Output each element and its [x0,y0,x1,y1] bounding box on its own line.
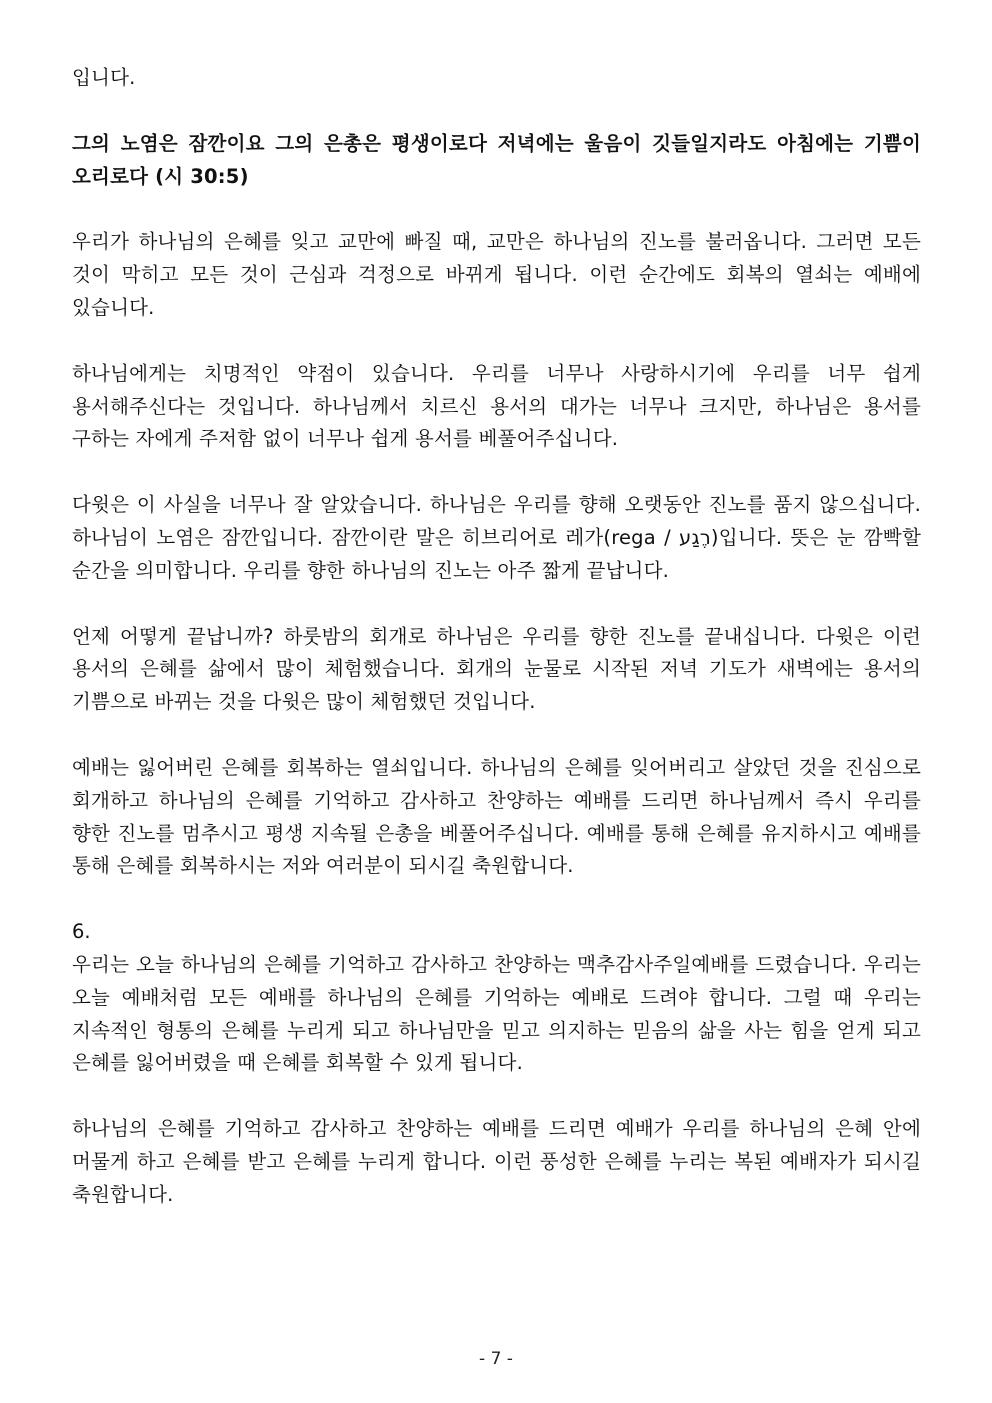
page-number: - 7 - [479,1349,513,1369]
paragraph-weakness: 하나님에게는 치명적인 약점이 있습니다. 우리를 너무나 사랑하시기에 우리를 너무 쉽게 용서해주신다는 것입니다. 하나님께서 치르신 용서의 대가는 너무나 크지만, 하나님은 용서를 구하는 자에게 주저함 없이 너무나 쉽게 용서를 베풀어주십니다. [72,361,921,451]
document-page [72,62,921,1212]
paragraph-continuation: 입니다. [72,66,136,89]
paragraph-david-knew: 다윗은 이 사실을 너무나 잘 알았습니다. 하나님은 우리를 향해 오랫동안 진노를 품지 않으십니다. 하나님이 노염은 잠깐입니다. 잠깐이란 말은 히브리어로 레가(rega / רֶגַע)입니다. 뜻은 눈 깜빡할 순간을 의미합니다. 우리를 향한 하나님의 진노는 아주 짧게 끝납니다. [72,493,921,582]
paragraph-blessing: 하나님의 은혜를 기억하고 감사하고 찬양하는 예배를 드리면 예배가 우리를 하나님의 은혜 안에 머물게 하고 은혜를 받고 은혜를 누리게 합니다. 이런 풍성한 은혜를 누리는 복된 예배자가 되시길 축원합니다. [72,1117,921,1206]
paragraph-pride: 우리가 하나님의 은혜를 잊고 교만에 빠질 때, 교만은 하나님의 진노를 불러옵니다. 그러면 모든 것이 막히고 모든 것이 근심과 걱정으로 바뀌게 됩니다. 이런 순간에도 회복의 열쇠는 예배에 있습니다. [72,230,921,319]
paragraph-worship-key: 예배는 잃어버린 은혜를 회복하는 열쇠입니다. 하나님의 은혜를 잊어버리고 살았던 것을 진심으로 회개하고 하나님의 은혜를 기억하고 감사하고 찬양하는 예배를 드리면 하나님께서 즉시 우리를 향한 진노를 멈추시고 평생 지속될 은총을 베풀어주십니다. 예배를 통해 은혜를 유지하시고 예배를 통해 은혜를 회복하시는 저와 여러분이 되시길 축원합니다. [72,755,921,878]
paragraph-thanksgiving: 우리는 오늘 하나님의 은혜를 기억하고 감사하고 찬양하는 맥추감사주일예배를 드렸습니다. 우리는 오늘 예배처럼 모든 예배를 하나님의 은혜를 기억하는 예배로 드려야 합니다. 그럴 때 우리는 지속적인 형통의 은혜를 누리게 되고 하나님만을 믿고 의지하는 믿음의 삶을 사는 힘을 얻게 되고 은혜를 잃어버렸을 때 은혜를 회복할 수 있게 됩니다. [72,952,921,1075]
section-number: 6. [72,920,91,944]
scripture-verse: 그의 노염은 잠깐이요 그의 은총은 평생이로다 저녁에는 울음이 깃들일지라도 아침에는 기쁨이 오리로다 (시 30:5) [72,131,921,188]
paragraph-when-ends: 언제 어떻게 끝납니까? 하룻밤의 회개로 하나님은 우리를 향한 진노를 끝내십니다. 다윗은 이런 용서의 은혜를 삶에서 많이 체험했습니다. 회개의 눈물로 시작된 저녁 기도가 새벽에는 용서의 기쁨으로 바뀌는 것을 다윗은 많이 체험했던 것입니다. [72,624,921,714]
